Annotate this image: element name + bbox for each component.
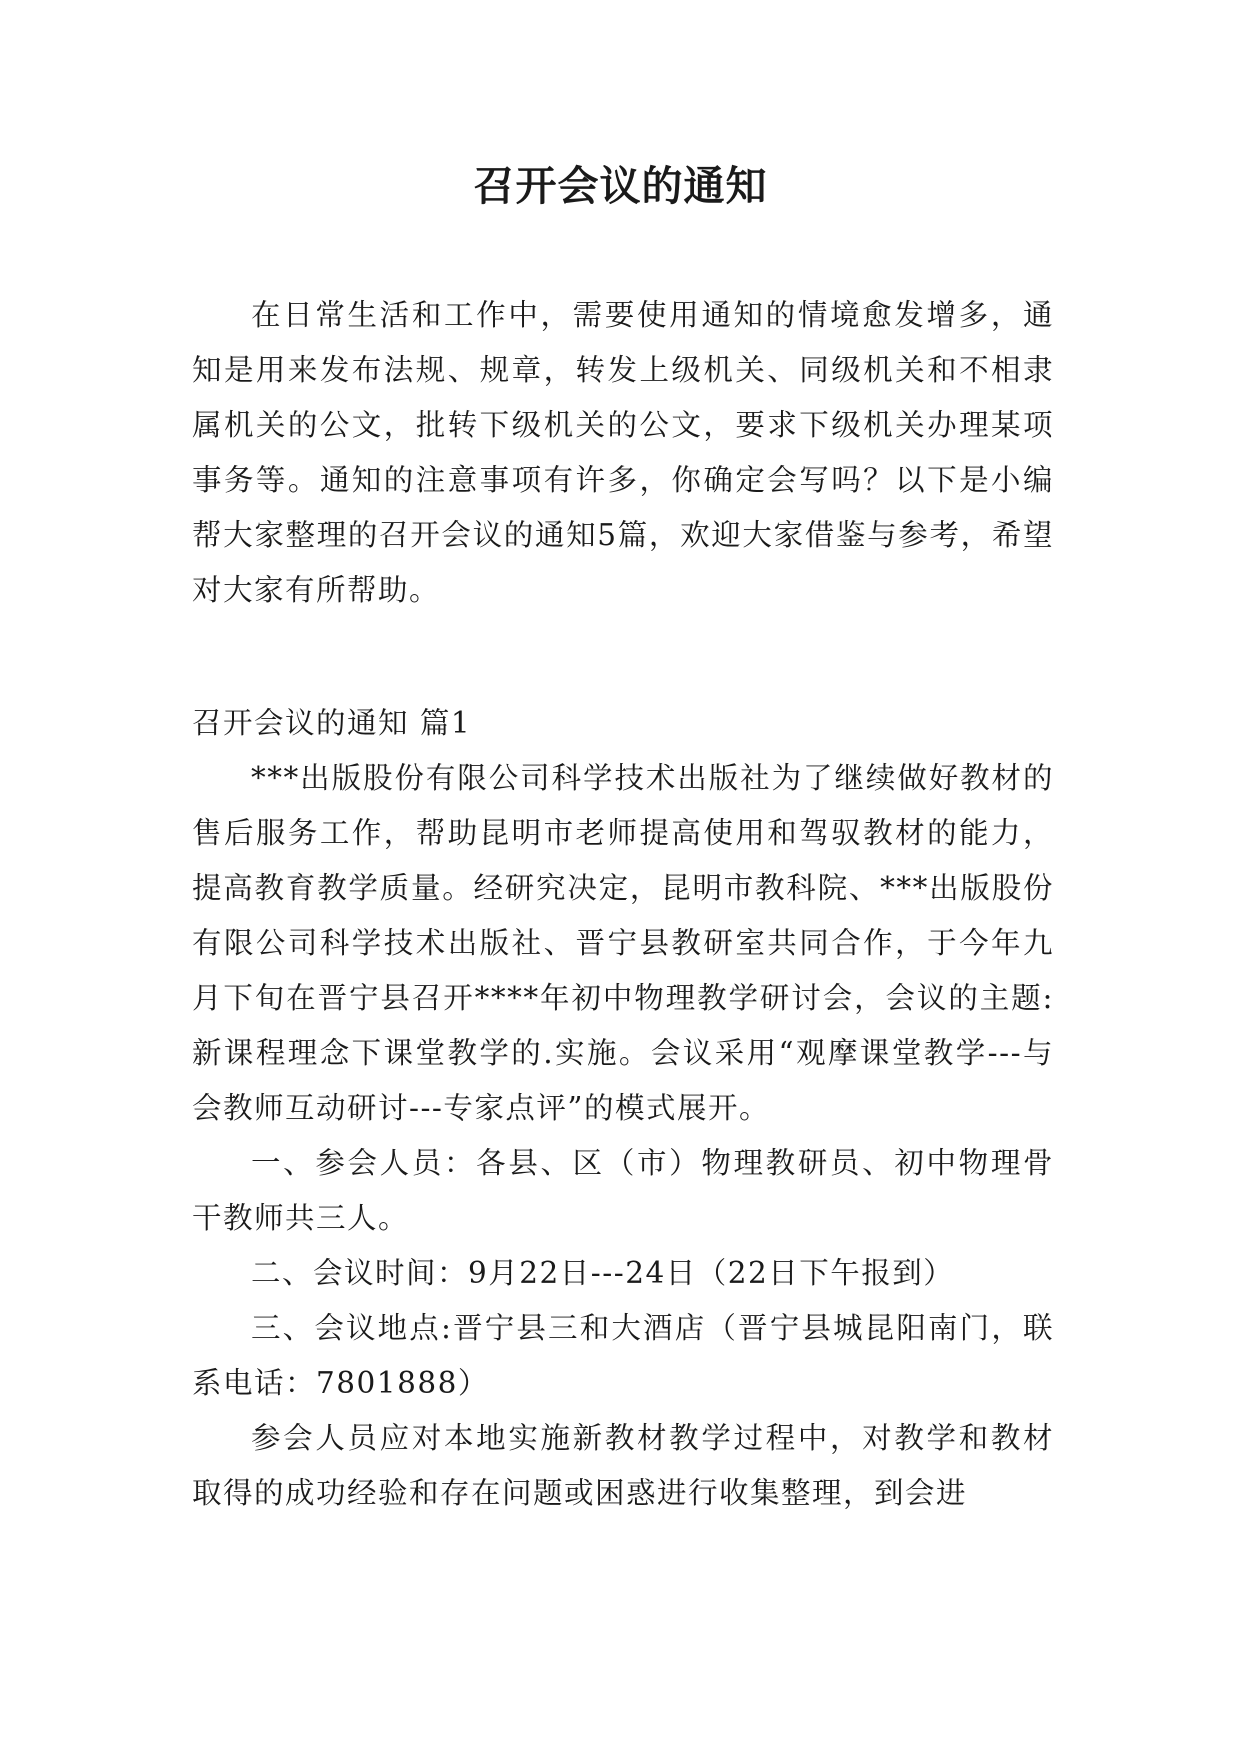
paragraph-attendees: 一、参会人员：各县、区（市）物理教研员、初中物理骨干教师共三人。 bbox=[192, 1146, 1054, 1235]
document-title: 召开会议的通知 bbox=[473, 162, 768, 210]
section-heading: 召开会议的通知 篇1 bbox=[192, 706, 472, 740]
paragraph-location: 三、会议地点:晋宁县三和大酒店（晋宁县城昆阳南门，联系电话：7801888） bbox=[192, 1311, 1054, 1400]
intro-block bbox=[192, 288, 1054, 618]
section-1 bbox=[192, 696, 1054, 1521]
paragraph-requirements: 参会人员应对本地实施新教材教学过程中，对教学和教材取得的成功经验和存在问题或困惑进行收集整理，到会进 bbox=[192, 1421, 1054, 1510]
paragraph-time: 二、会议时间：9月22日---24日（22日下午报到） bbox=[251, 1256, 955, 1290]
intro-paragraph: 在日常生活和工作中，需要使用通知的情境愈发增多，通知是用来发布法规、规章，转发上级机关、同级机关和不相隶属机关的公文，批转下级机关的公文，要求下级机关办理某项事务等。通知的注意事项有许多，你确定会写吗？以下是小编帮大家整理的召开会议的通知5篇，欢迎大家借鉴与参考，希望对大家有所帮助。 bbox=[192, 298, 1054, 607]
paragraph-intro: ***出版股份有限公司科学技术出版社为了继续做好教材的售后服务工作，帮助昆明市老师提高使用和驾驭教材的能力，提高教育教学质量。经研究决定，昆明市教科院、***出版股份有限公司科学技术出版社、晋宁县教研室共同合作，于今年九月下旬在晋宁县召开****年初中物理教学研讨会，会议的主题:新课程理念下课堂教学的.实施。会议采用“观摩课堂教学---与会教师互动研讨---专家点评”的模式展开。 bbox=[192, 761, 1054, 1125]
